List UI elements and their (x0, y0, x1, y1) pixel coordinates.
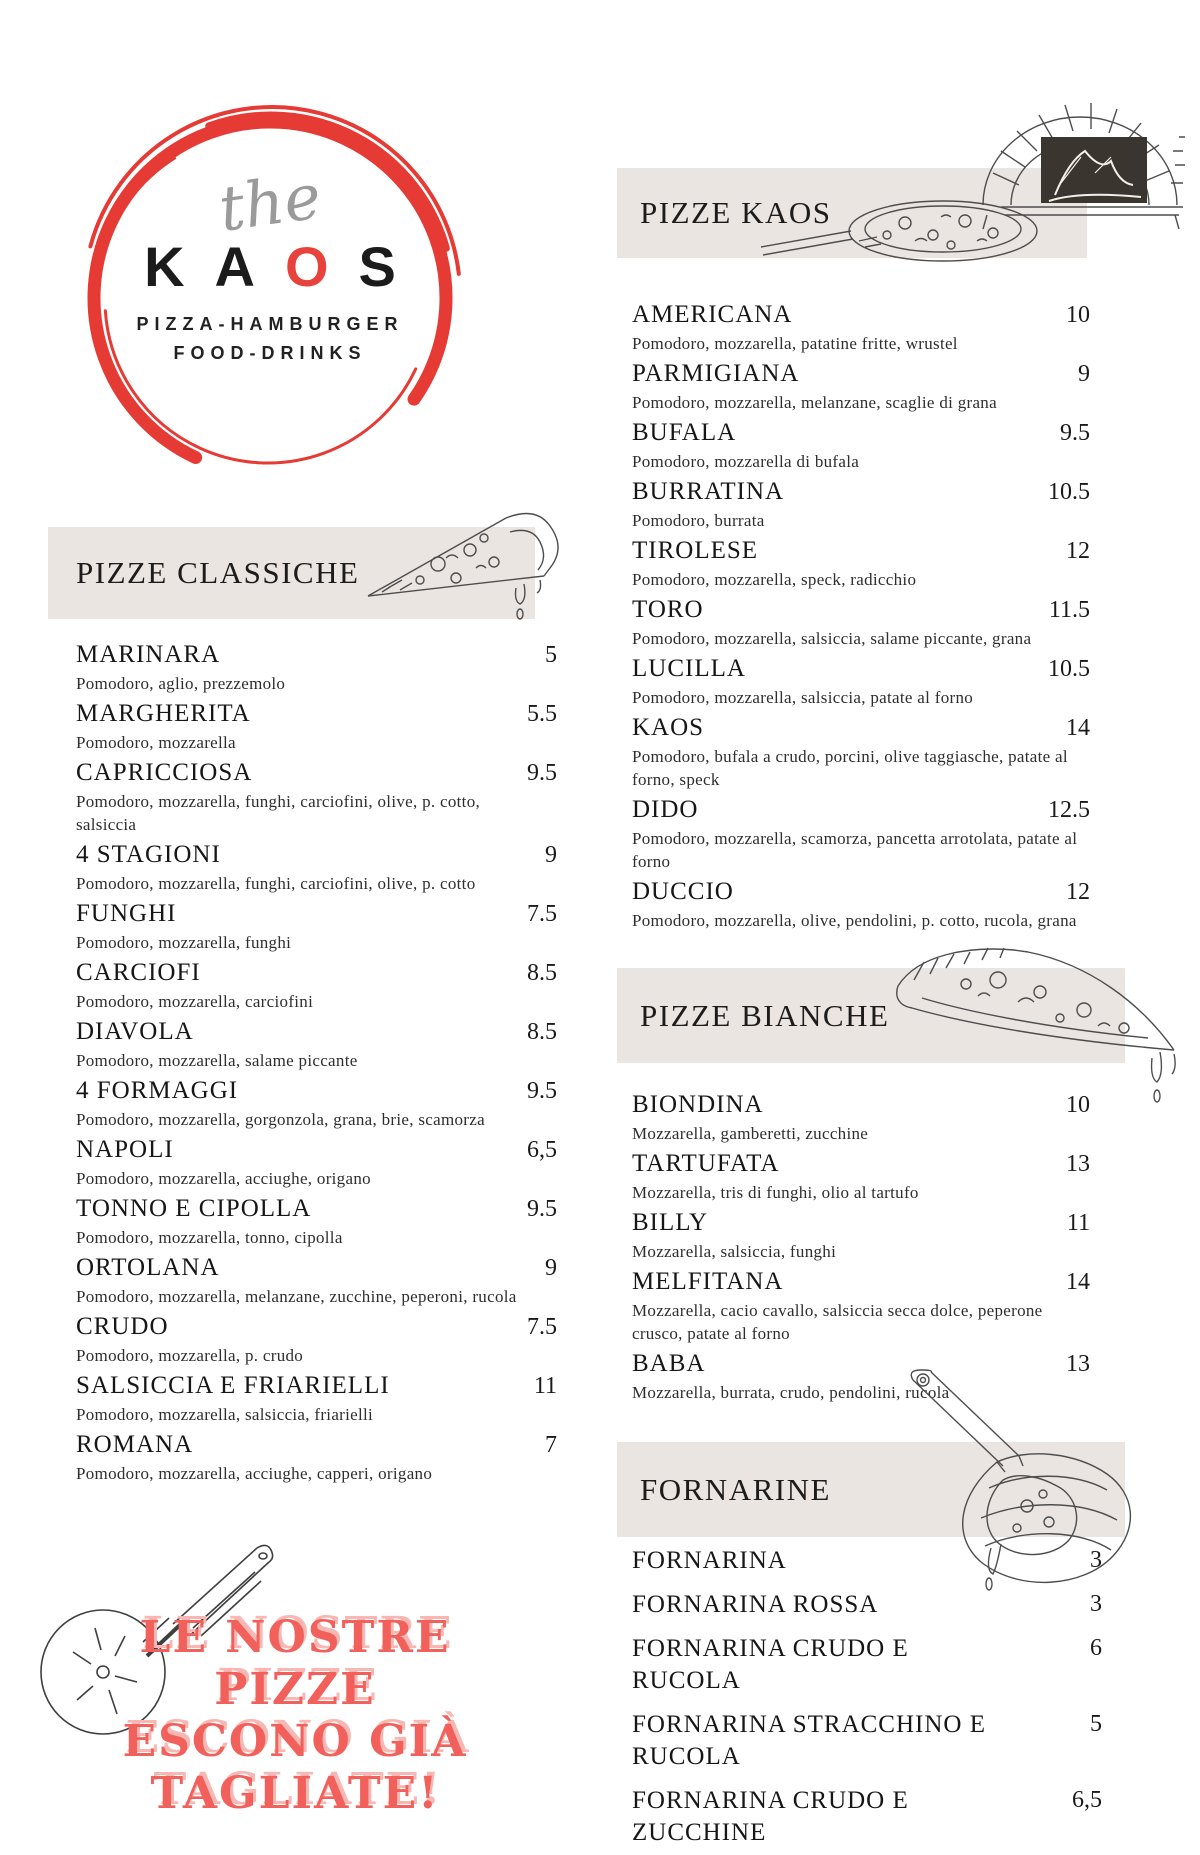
menu-item (48, 1253, 557, 1308)
item-name: SALSICCIA E FRIARIELLI (76, 1372, 390, 1399)
menu-item (48, 1076, 557, 1131)
logo-brand (60, 236, 480, 298)
item-price: 6,5 (527, 1137, 557, 1163)
item-price: 10.5 (1048, 656, 1090, 682)
section-title-kaos: PIZZE KAOS (640, 195, 832, 230)
menu-item-row (76, 958, 557, 988)
item-price: 14 (1066, 715, 1090, 741)
item-name: MARINARA (76, 641, 221, 668)
item-price: 7 (545, 1432, 557, 1458)
logo-brand-o: O (284, 235, 359, 298)
menu-item-row (632, 795, 1090, 825)
menu-item-row (76, 758, 557, 788)
item-description: Pomodoro, mozzarella, melanzane, scaglie di grana (632, 393, 997, 412)
menu-item (48, 699, 557, 754)
menu-item (48, 1017, 557, 1072)
item-price: 12.5 (1048, 797, 1090, 823)
item-price: 7.5 (527, 1314, 557, 1340)
menu-item (632, 1709, 1102, 1773)
menu-item (632, 1267, 1090, 1345)
item-name: BUFALA (632, 419, 737, 446)
item-description: Pomodoro, mozzarella, funghi (76, 933, 292, 952)
note-line: ESCONO GIÀ (122, 1716, 468, 1767)
section-header-classiche (48, 527, 535, 619)
item-description: Pomodoro, mozzarella, p. crudo (76, 1346, 304, 1365)
menu-item (632, 1545, 1102, 1577)
section-title-bianche: PIZZE BIANCHE (640, 997, 890, 1033)
menu-item-row (632, 300, 1090, 330)
item-description: Pomodoro, mozzarella, salsiccia, patate al forno (632, 688, 974, 707)
item-name: TIROLESE (632, 537, 759, 564)
item-name: CARCIOFI (76, 959, 201, 986)
menu-item (632, 713, 1090, 791)
section-header-kaos (617, 168, 1087, 258)
menu-item (632, 536, 1090, 591)
item-name: TONNO E CIPOLLA (76, 1195, 312, 1222)
item-price: 13 (1066, 1151, 1090, 1177)
item-description: Mozzarella, salsiccia, funghi (632, 1242, 837, 1261)
menu-item (632, 300, 1090, 355)
item-name: AMERICANA (632, 301, 793, 328)
menu-item-row (632, 1349, 1090, 1379)
item-name: ORTOLANA (76, 1254, 220, 1281)
item-name: FORNARINA STRACCHINO E RUCOLA (632, 1711, 986, 1770)
item-name: MELFITANA (632, 1268, 784, 1295)
item-description: Pomodoro, bufala a crudo, porcini, olive taggiasche, patate al forno, speck (632, 747, 1068, 789)
item-name: FORNARINA (632, 1547, 787, 1574)
menu-item (632, 1149, 1090, 1204)
item-name: DIDO (632, 796, 699, 823)
menu-item (632, 1349, 1090, 1404)
logo-brand-s: S (358, 235, 426, 298)
item-description: Pomodoro, mozzarella, salsiccia, salame piccante, grana (632, 629, 1032, 648)
item-price: 14 (1066, 1269, 1090, 1295)
menu-item-row (632, 654, 1090, 684)
item-price: 9.5 (527, 1078, 557, 1104)
item-price: 10 (1066, 1092, 1090, 1118)
item-description: Pomodoro, mozzarella di bufala (632, 452, 860, 471)
menu-item-row (632, 595, 1090, 625)
item-price: 5.5 (527, 701, 557, 727)
note-pizze-tagliate (95, 1612, 495, 1820)
menu-item (632, 1208, 1090, 1263)
item-description: Mozzarella, gamberetti, zucchine (632, 1124, 869, 1143)
note-line: PIZZE (214, 1664, 376, 1715)
section-header-fornarine (617, 1442, 1125, 1537)
menu-item-row (632, 1149, 1090, 1179)
item-description: Pomodoro, burrata (632, 511, 765, 530)
item-description: Mozzarella, cacio cavallo, salsiccia secca dolce, peperone crusco, patate al forno (632, 1301, 1043, 1343)
item-price: 3 (1090, 1547, 1102, 1573)
menu-item-row (632, 477, 1090, 507)
menu-item (632, 477, 1090, 532)
menu-item (48, 758, 557, 836)
menu-item-row (76, 1135, 557, 1165)
item-price: 5 (1090, 1711, 1102, 1737)
item-description: Pomodoro, mozzarella, carciofini (76, 992, 314, 1011)
logo-tagline-1: PIZZA-HAMBURGER (136, 313, 404, 334)
item-name: FORNARINA CRUDO E RUCOLA (632, 1635, 909, 1694)
item-price: 9.5 (527, 760, 557, 786)
item-price: 12 (1066, 879, 1090, 905)
item-name: FORNARINA ROSSA (632, 1591, 879, 1618)
item-price: 9.5 (527, 1196, 557, 1222)
item-name: MARGHERITA (76, 700, 251, 727)
item-price: 6,5 (1072, 1787, 1102, 1813)
menu-list-kaos (632, 300, 1090, 936)
item-name: 4 FORMAGGI (76, 1077, 239, 1104)
logo-script-the: the (214, 159, 326, 246)
menu-item (48, 1135, 557, 1190)
menu-item (632, 654, 1090, 709)
item-price: 11 (533, 1373, 557, 1399)
menu-item (632, 877, 1090, 932)
item-price: 9 (545, 842, 557, 868)
menu-item-row (76, 699, 557, 729)
menu-item (632, 418, 1090, 473)
menu-list-bianche (632, 1090, 1090, 1408)
item-price: 10 (1066, 302, 1090, 328)
item-price: 10.5 (1048, 479, 1090, 505)
item-description: Pomodoro, mozzarella, funghi, carciofini, olive, p. cotto (76, 874, 476, 893)
item-description: Pomodoro, mozzarella, tonno, cipolla (76, 1228, 343, 1247)
section-header-bianche (617, 968, 1125, 1063)
item-name: BURRATINA (632, 478, 785, 505)
menu-item-row (632, 1090, 1090, 1120)
menu-item (632, 1090, 1090, 1145)
item-description: Pomodoro, mozzarella, patatine fritte, wrustel (632, 334, 958, 353)
item-description: Pomodoro, mozzarella, funghi, carciofini, olive, p. cotto, salsiccia (76, 792, 481, 834)
menu-item-row (76, 640, 557, 670)
item-description: Pomodoro, mozzarella, olive, pendolini, p. cotto, rucola, grana (632, 911, 1077, 930)
item-description: Pomodoro, mozzarella, acciughe, origano (76, 1169, 371, 1188)
item-description: Pomodoro, mozzarella, salame piccante (76, 1051, 358, 1070)
restaurant-logo (60, 80, 480, 515)
menu-item (48, 958, 557, 1013)
item-name: TORO (632, 596, 704, 623)
item-price: 8.5 (527, 1019, 557, 1045)
item-description: Mozzarella, tris di funghi, olio al tartufo (632, 1183, 919, 1202)
item-price: 13 (1066, 1351, 1090, 1377)
item-name: 4 STAGIONI (76, 841, 221, 868)
item-price: 3 (1090, 1591, 1102, 1617)
menu-item-row (632, 418, 1090, 448)
menu-list-classiche (48, 640, 557, 1489)
menu-item (48, 1194, 557, 1249)
menu-item (48, 1312, 557, 1367)
item-price: 9.5 (1060, 420, 1090, 446)
item-name: BABA (632, 1350, 706, 1377)
item-name: FORNARINA CRUDO E ZUCCHINE (632, 1787, 909, 1846)
item-name: PARMIGIANA (632, 360, 800, 387)
item-description: Mozzarella, burrata, crudo, pendolini, rucola (632, 1383, 950, 1402)
menu-item-row (76, 1430, 557, 1460)
menu-item-row (76, 1194, 557, 1224)
section-title-fornarine: FORNARINE (640, 1471, 831, 1507)
menu-item (48, 1430, 557, 1485)
item-price: 11 (1066, 1210, 1090, 1236)
menu-item-row (632, 713, 1090, 743)
menu-item (632, 595, 1090, 650)
item-price: 12 (1066, 538, 1090, 564)
menu-item-row (632, 1267, 1090, 1297)
menu-item-row (632, 1208, 1090, 1238)
item-name: TARTUFATA (632, 1150, 780, 1177)
item-description: Pomodoro, mozzarella, speck, radicchio (632, 570, 917, 589)
menu-item-row (76, 840, 557, 870)
item-description: Pomodoro, mozzarella, melanzane, zucchine, peperoni, rucola (76, 1287, 517, 1306)
menu-item (48, 899, 557, 954)
item-description: Pomodoro, mozzarella (76, 733, 236, 752)
item-price: 6 (1090, 1635, 1102, 1661)
item-description: Pomodoro, mozzarella, scamorza, pancetta arrotolata, patate al forno (632, 829, 1078, 871)
menu-item (48, 1371, 557, 1426)
item-description: Pomodoro, aglio, prezzemolo (76, 674, 286, 693)
item-name: ROMANA (76, 1431, 194, 1458)
menu-item (632, 1633, 1102, 1697)
item-price: 9 (545, 1255, 557, 1281)
menu-item (632, 795, 1090, 873)
item-name: BIONDINA (632, 1091, 764, 1118)
menu-list-fornarine (632, 1545, 1102, 1855)
item-price: 8.5 (527, 960, 557, 986)
item-description: Pomodoro, mozzarella, acciughe, capperi, origano (76, 1464, 433, 1483)
item-price: 5 (545, 642, 557, 668)
item-description: Pomodoro, mozzarella, gorgonzola, grana, brie, scamorza (76, 1110, 485, 1129)
menu-item (632, 1589, 1102, 1621)
item-name: CRUDO (76, 1313, 169, 1340)
menu-item-row (76, 1371, 557, 1401)
item-name: DUCCIO (632, 878, 734, 905)
menu-item (632, 1785, 1102, 1849)
item-name: BILLY (632, 1209, 709, 1236)
menu-item-row (76, 1017, 557, 1047)
item-name: LUCILLA (632, 655, 746, 682)
menu-item-row (632, 359, 1090, 389)
menu-item-row (76, 1312, 557, 1342)
item-name: NAPOLI (76, 1136, 174, 1163)
menu-item-row (76, 899, 557, 929)
item-description: Pomodoro, mozzarella, salsiccia, friarielli (76, 1405, 374, 1424)
note-line: LE NOSTRE (139, 1612, 451, 1663)
item-name: KAOS (632, 714, 705, 741)
section-title-classiche: PIZZE CLASSICHE (76, 555, 360, 590)
item-price: 9 (1078, 361, 1090, 387)
menu-item (48, 640, 557, 695)
item-price: 11.5 (1048, 597, 1090, 623)
menu-item-row (632, 536, 1090, 566)
logo-tagline-2: FOOD-DRINKS (173, 342, 367, 363)
menu-item-row (632, 877, 1090, 907)
item-name: CAPRICCIOSA (76, 759, 253, 786)
item-name: DIAVOLA (76, 1018, 194, 1045)
menu-item (48, 840, 557, 895)
logo-brand-ka: KA (144, 235, 285, 298)
item-name: FUNGHI (76, 900, 177, 927)
menu-item (632, 359, 1090, 414)
menu-item-row (76, 1076, 557, 1106)
item-price: 7.5 (527, 901, 557, 927)
menu-item-row (76, 1253, 557, 1283)
note-line: TAGLIATE! (150, 1768, 440, 1819)
